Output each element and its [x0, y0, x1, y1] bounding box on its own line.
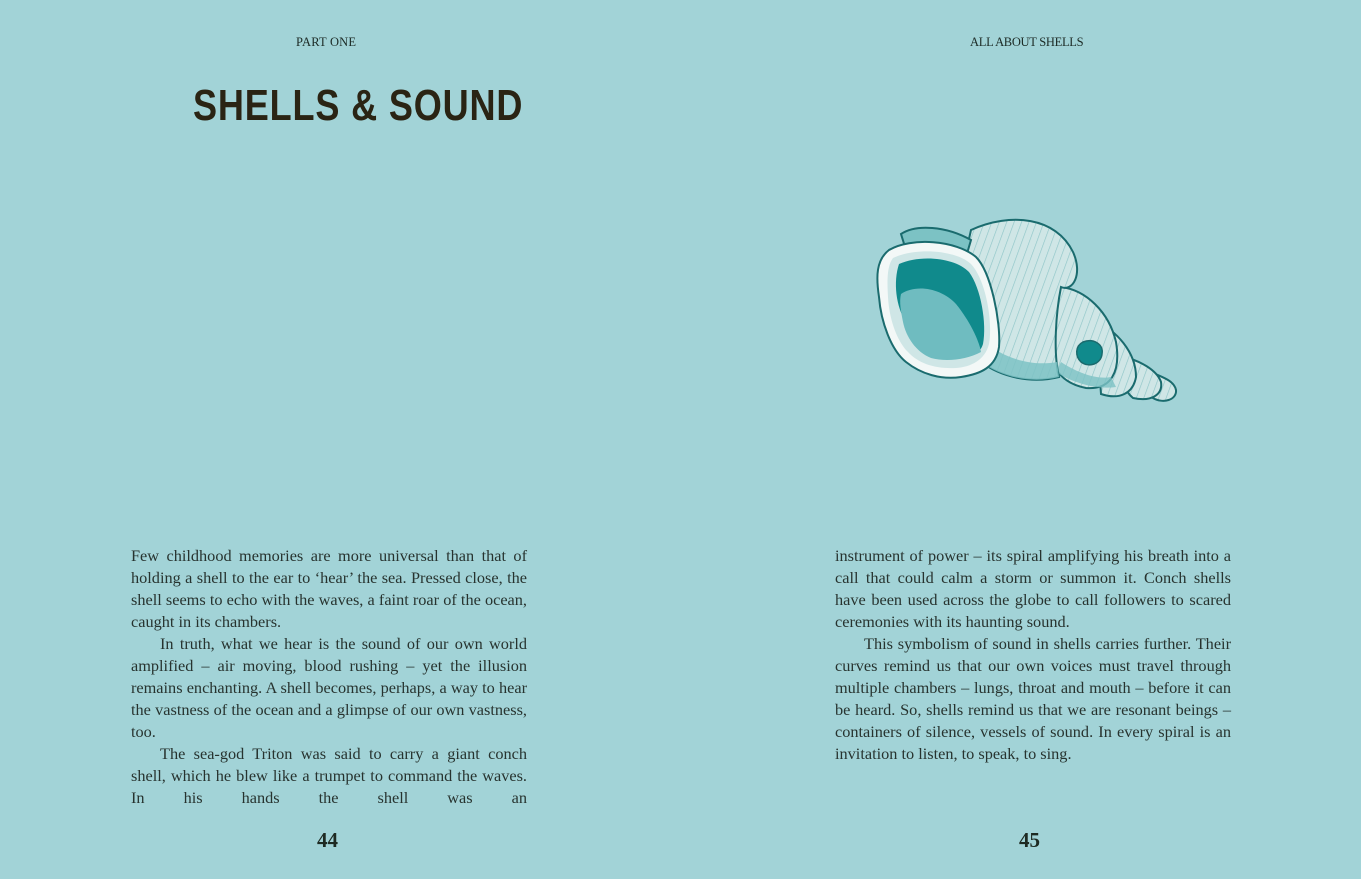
page-number-left: 44 — [317, 828, 338, 852]
body-text-left — [131, 545, 527, 809]
right-page — [681, 0, 1361, 879]
body-text-right — [835, 545, 1231, 765]
paragraph: The sea-god Triton was said to carry a giant conch shell, which he blew like a trumpet to command the waves. In his hands the shell was an — [131, 744, 527, 807]
running-head-left: PART ONE — [296, 35, 357, 49]
conch-shell-illustration-icon — [861, 212, 1201, 412]
paragraph: This symbolism of sound in shells carries further. Their curves remind us that our own voices must travel through multiple chambers – lungs, throat and mouth – before it can be heard. So, shells remind us that we are resonant beings – containers of silence, vessels of sound. In every spiral is an invitation to listen, to speak, to sing. — [835, 634, 1231, 763]
running-head-right: ALL ABOUT SHELLS — [970, 35, 1084, 49]
paragraph: In truth, what we hear is the sound of our own world amplified – air moving, blood rushing – yet the illusion remains enchanting. A shell becomes, perhaps, a way to hear the vastness of the ocean and a glimpse of our own vastness, too. — [131, 634, 527, 741]
left-page — [0, 0, 680, 879]
paragraph: Few childhood memories are more universal than that of holding a shell to the ear to ‘hear’ the sea. Pressed close, the shell seems to echo with the waves, a faint roar of the ocean, caught in its chambers. — [131, 546, 527, 631]
paragraph: instrument of power – its spiral amplifying his breath into a call that could calm a storm or summon it. Conch shells have been used across the globe to call followers to scared ceremonies with its haunting sound. — [835, 546, 1231, 631]
chapter-title: SHELLS & SOUND — [193, 81, 524, 130]
page-number-right: 45 — [1019, 828, 1040, 852]
